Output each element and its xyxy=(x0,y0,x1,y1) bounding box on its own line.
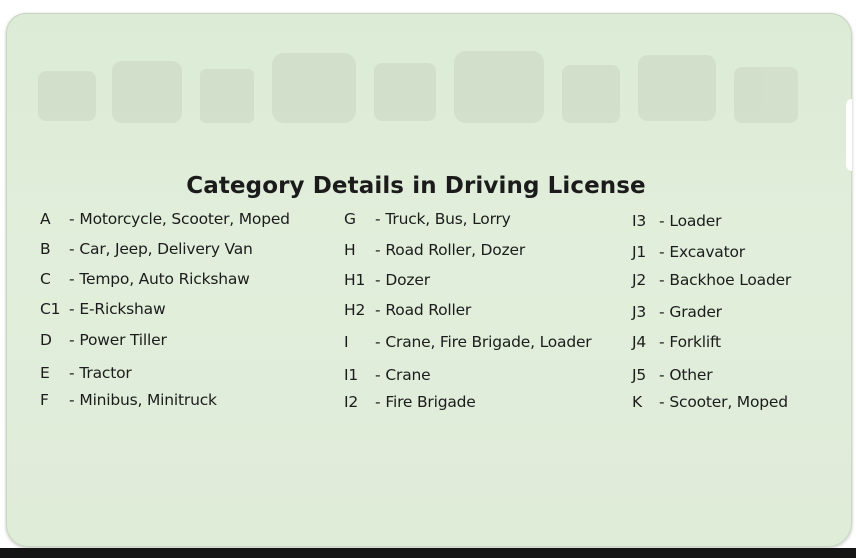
license-card-back xyxy=(6,13,852,547)
category-desc: Other xyxy=(669,366,713,384)
category-code: K xyxy=(632,393,642,411)
category-row-i1: I1 - Crane xyxy=(344,366,431,384)
category-row-h: H - Road Roller, Dozer xyxy=(344,241,526,259)
screen-bottom-edge xyxy=(0,548,856,558)
category-code: C xyxy=(40,270,51,288)
category-desc: Crane, Fire Brigade, Loader xyxy=(385,333,592,351)
category-desc: Backhoe Loader xyxy=(669,271,792,289)
category-code: E xyxy=(40,364,50,382)
category-row-c1: C1 - E-Rickshaw xyxy=(40,300,166,318)
category-desc: Dozer xyxy=(385,271,430,289)
category-code: J1 xyxy=(632,243,647,261)
category-code: I3 xyxy=(632,212,647,230)
category-desc: Car, Jeep, Delivery Van xyxy=(79,240,253,258)
category-code: A xyxy=(40,210,51,228)
category-row-j3: J3 - Grader xyxy=(632,303,722,321)
category-desc: Crane xyxy=(385,366,431,384)
category-code: I2 xyxy=(344,393,359,411)
category-row-i: I - Crane, Fire Brigade, Loader xyxy=(344,333,592,351)
category-row-h1: H1 - Dozer xyxy=(344,271,430,289)
category-desc: Truck, Bus, Lorry xyxy=(385,210,511,228)
category-row-j4: J4 - Forklift xyxy=(632,333,721,351)
category-desc: Forklift xyxy=(669,333,721,351)
category-code: G xyxy=(344,210,356,228)
category-desc: Grader xyxy=(669,303,722,321)
category-desc: Minibus, Minitruck xyxy=(79,391,217,409)
card-title: Category Details in Driving License xyxy=(186,173,646,199)
category-code: J4 xyxy=(632,333,647,351)
category-row-j2: J2 - Backhoe Loader xyxy=(632,271,792,289)
category-code: C1 xyxy=(40,300,61,318)
category-desc: Excavator xyxy=(669,243,745,261)
category-code: B xyxy=(40,240,51,258)
category-code: H2 xyxy=(344,301,366,319)
category-row-j5: J5 - Other xyxy=(632,366,713,384)
category-desc: Tractor xyxy=(79,364,132,382)
category-code: J3 xyxy=(632,303,647,321)
category-desc: Fire Brigade xyxy=(385,393,476,411)
category-desc: Motorcycle, Scooter, Moped xyxy=(79,210,290,228)
category-desc: Tempo, Auto Rickshaw xyxy=(79,270,250,288)
category-code: H xyxy=(344,241,356,259)
category-row-c: C - Tempo, Auto Rickshaw xyxy=(40,270,250,288)
category-desc: Loader xyxy=(669,212,722,230)
category-code: F xyxy=(40,391,49,409)
category-code: J2 xyxy=(632,271,647,289)
category-row-e: E - Tractor xyxy=(40,364,132,382)
category-desc: Road Roller, Dozer xyxy=(385,241,526,259)
category-row-i3: I3 - Loader xyxy=(632,212,722,230)
category-row-g: G - Truck, Bus, Lorry xyxy=(344,210,511,228)
category-code: D xyxy=(40,331,52,349)
category-row-b: B - Car, Jeep, Delivery Van xyxy=(40,240,253,258)
category-row-h2: H2 - Road Roller xyxy=(344,301,472,319)
category-code: I1 xyxy=(344,366,359,384)
category-desc: Scooter, Moped xyxy=(669,393,788,411)
category-row-f: F - Minibus, Minitruck xyxy=(40,391,217,409)
category-code: J5 xyxy=(632,366,647,384)
category-row-a: A - Motorcycle, Scooter, Moped xyxy=(40,210,290,228)
faded-print-background xyxy=(34,41,804,145)
category-code: H1 xyxy=(344,271,366,289)
category-code: I xyxy=(344,333,349,351)
category-row-k: K - Scooter, Moped xyxy=(632,393,788,411)
card-edge-notch xyxy=(846,99,852,171)
category-desc: E-Rickshaw xyxy=(79,300,166,318)
category-desc: Power Tiller xyxy=(79,331,167,349)
category-row-j1: J1 - Excavator xyxy=(632,243,745,261)
category-row-i2: I2 - Fire Brigade xyxy=(344,393,476,411)
category-row-d: D - Power Tiller xyxy=(40,331,167,349)
category-desc: Road Roller xyxy=(385,301,472,319)
